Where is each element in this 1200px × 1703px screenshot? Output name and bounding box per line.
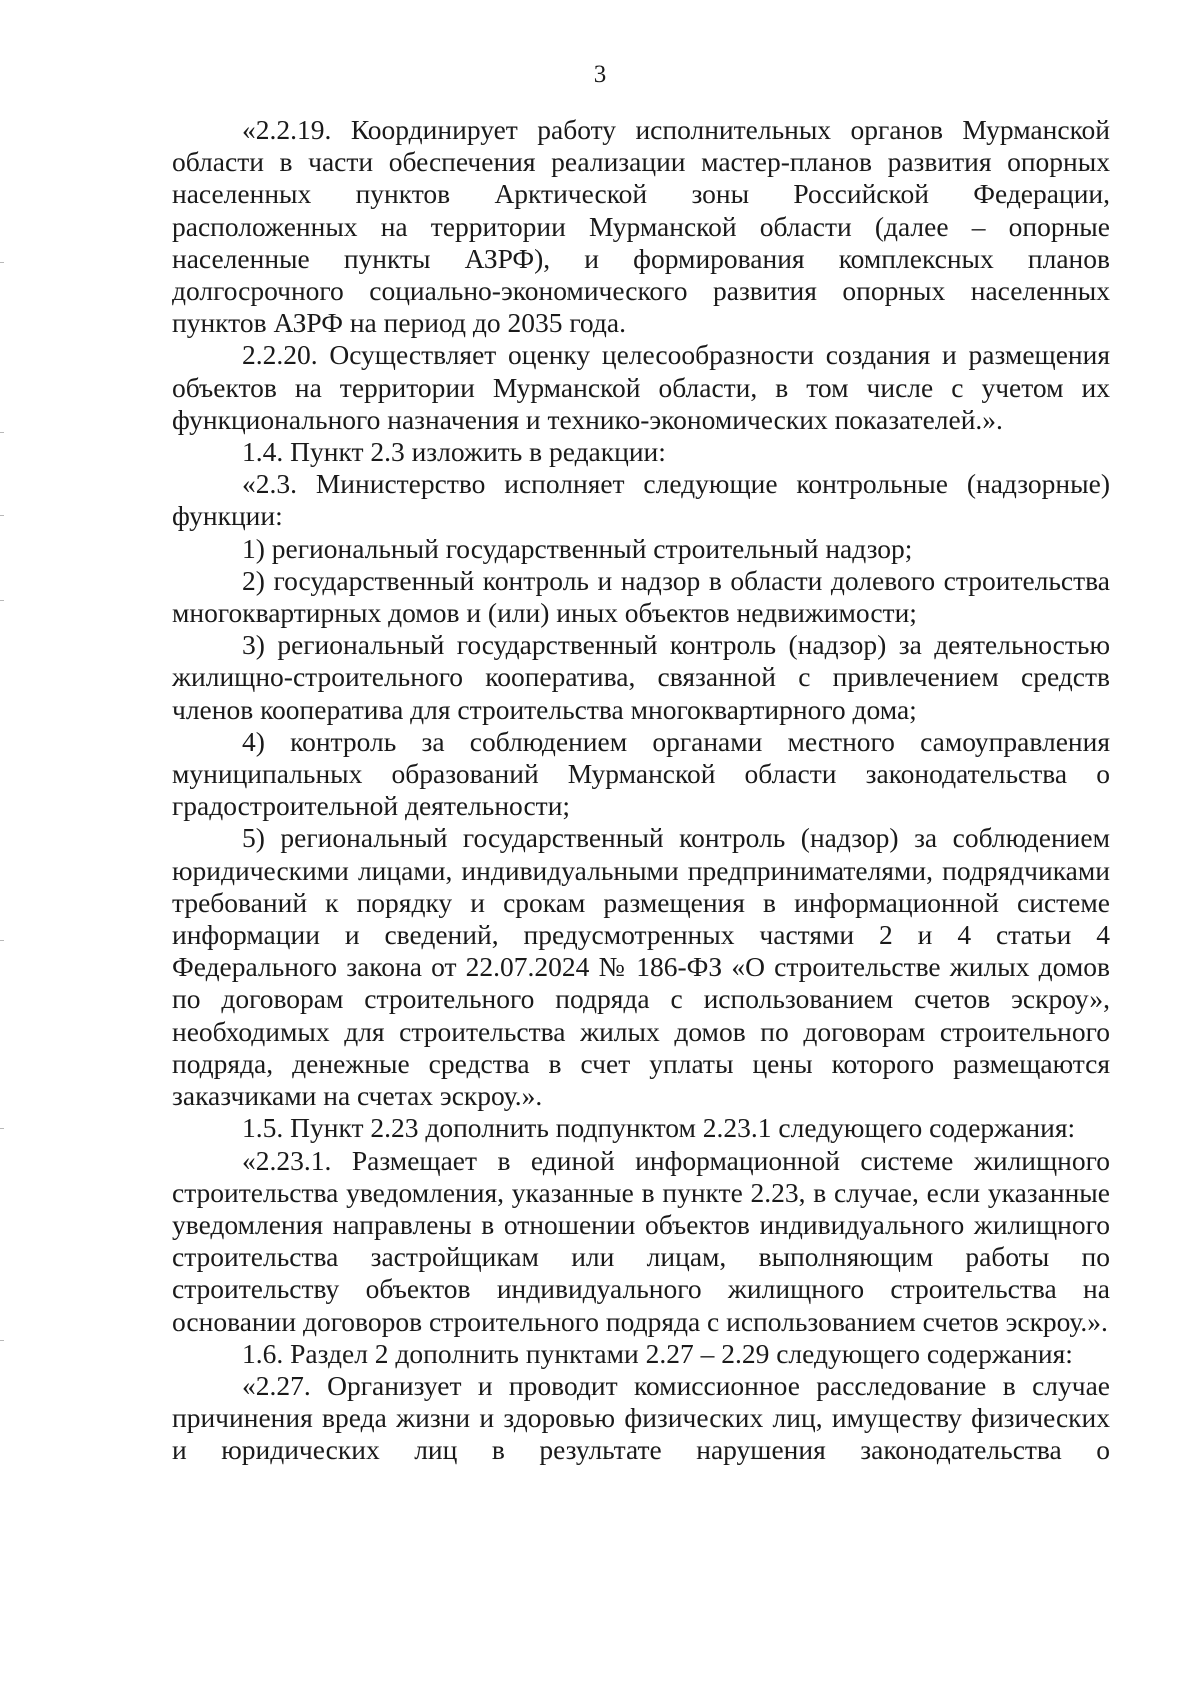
- scan-edge-mark: [0, 515, 4, 516]
- document-body: [172, 114, 1110, 1467]
- scan-edge-mark: [0, 432, 4, 433]
- paragraph-2-2-19: «2.2.19. Координирует работу исполнительных органов Мурманской области в части обеспечения реализации мастер-планов развития опорных населенных пунктов Арктической зоны Российской Федерации, расположенных на территории Мурманской области (далее – опорные населенные пункты АЗРФ), и формирования комплексных планов долгосрочного социально-экономического развития опорных населенных пунктов АЗРФ на период до 2035 года.: [172, 114, 1110, 339]
- list-item-4: 4) контроль за соблюдением органами местного самоуправления муниципальных образований Мурманской области законодательства о градостроительной деятельности;: [172, 725, 1110, 822]
- list-item-2: 2) государственный контроль и надзор в области долевого строительства многоквартирных домов и (или) иных объектов недвижимости;: [172, 564, 1110, 629]
- scan-edge-mark: [0, 1128, 4, 1129]
- paragraph-2-23-1: «2.23.1. Размещает в единой информационной системе жилищного строительства уведомления, указанные в пункте 2.23, в случае, если указанные уведомления направлены в отношении объектов индивидуального жилищного строительства застройщикам или лицам, выполняющим работы по строительству объектов индивидуального жилищного строительства на основании договоров строительного подряда с использованием счетов эскроу.».: [172, 1144, 1110, 1337]
- scan-edge-mark: [0, 1340, 4, 1341]
- scan-edge-mark: [0, 262, 4, 263]
- paragraph-1-5: 1.5. Пункт 2.23 дополнить подпунктом 2.23.1 следующего содержания:: [242, 1112, 1076, 1144]
- paragraph-2-3: «2.3. Министерство исполняет следующие контрольные (надзорные) функции:: [172, 468, 1110, 532]
- paragraph-2-2-20: 2.2.20. Осуществляет оценку целесообразности создания и размещения объектов на территории Мурманской области, в том числе с учетом их функционального назначения и технико-экономических показателей.».: [172, 339, 1110, 435]
- list-item-5: 5) региональный государственный контроль (надзор) за соблюдением юридическими лицами, индивидуальными предпринимателями, подрядчиками требований к порядку и срокам размещения в информационной системе информации и сведений, предусмотренных частями 2 и 4 статьи 4 Федерального закона от 22.07.2024 № 186-ФЗ «О строительстве жилых домов по договорам строительного подряда с использованием счетов эскроу», необходимых для строительства жилых домов по договорам строительного подряда, денежные средства в счет уплаты цены которого размещаются заказчиками на счетах эскроу.».: [172, 822, 1110, 1112]
- list-item-3: 3) региональный государственный контроль (надзор) за деятельностью жилищно-строительного кооператива, связанной с привлечением средств членов кооператива для строительства многоквартирного дома;: [172, 629, 1110, 725]
- list-item-1: 1) региональный государственный строительный надзор;: [242, 532, 913, 564]
- scan-edge-mark: [0, 940, 4, 941]
- scan-edge-mark: [0, 600, 4, 601]
- paragraph-1-6: 1.6. Раздел 2 дополнить пунктами 2.27 – 2.29 следующего содержания:: [242, 1337, 1073, 1369]
- paragraph-1-4: 1.4. Пункт 2.3 изложить в редакции:: [242, 436, 666, 468]
- paragraph-2-27: «2.27. Организует и проводит комиссионное расследование в случае причинения вреда жизни и здоровью физических лиц, имуществу физических и юридических лиц в результате нарушения законодательства о: [172, 1369, 1110, 1466]
- page-number: 3: [593, 61, 607, 88]
